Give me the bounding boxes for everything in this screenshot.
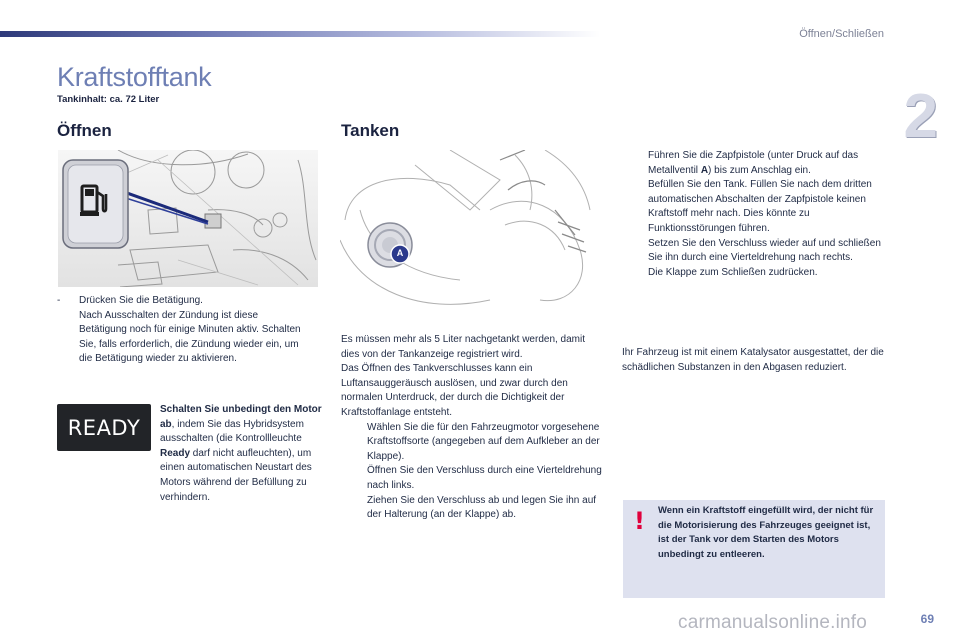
open-rest: Nach Ausschalten der Zündung ist diese Betätigung noch für einige Minuten aktiv. Schalten Sie, falls erforderlich, die Zündung wieder ein, um die Betätigung wieder zu aktivieren. <box>79 309 301 365</box>
valve-label-a: A <box>396 248 404 258</box>
refuel-step-4-valve-a: A <box>700 164 709 176</box>
refuel-step-1: Wählen Sie die für den Fahrzeugmotor vorgesehene Kraftstoffsorte (angegeben auf dem Aufkleber an der Klappe). <box>367 421 600 462</box>
fuel-cap-photo <box>340 150 605 315</box>
watermark: carmanualsonline.info <box>678 612 868 633</box>
heading-refuel: Tanken <box>341 121 400 140</box>
refuel-step-5: Befüllen Sie den Tank. Füllen Sie nach dem dritten automatischen Abschalten der Zapfpistole keinen Kraftstoff mehr nach. Dies könnte zu Funktionsstörungen führen. <box>648 179 872 234</box>
refuel-step-6: Setzen Sie den Verschluss wieder auf und schließen Sie ihn durch eine Vierteldrehung nach rechts. <box>648 237 881 264</box>
list-item <box>341 494 606 523</box>
refuel-intro-2: Das Öffnen des Tankverschlusses kann ein Luftansauggeräusch auslösen, und zwar durch den normalen Unterdruck, der durch die Dichtigkeit der Kraftstoffanlage entsteht. <box>341 363 568 418</box>
warning-text: Wenn ein Kraftstoff eingefüllt wird, der nicht für die Motorisierung des Fahrzeuges geeignet ist, ist der Tank vor dem Starten des Motors unbedingt zu entleeren. <box>658 505 874 560</box>
heading-open: Öffnen <box>57 121 112 140</box>
list-item <box>622 178 884 236</box>
ready-note-bold-2: Ready <box>160 447 191 459</box>
refuel-step-4-part-c: ) bis zum Anschlag ein. <box>708 164 811 176</box>
tank-capacity: Tankinhalt: ca. 72 Liter <box>57 94 160 105</box>
ready-note <box>160 403 322 505</box>
open-instructions <box>57 294 307 367</box>
ready-badge <box>57 404 151 451</box>
header-gradient-bar <box>0 31 600 37</box>
open-first-line: Drücken Sie die Betätigung. <box>79 295 203 306</box>
chapter-number: 2 <box>903 82 938 151</box>
list-item <box>341 464 606 493</box>
arrow-bullet-icon <box>622 266 648 281</box>
ready-note-bold-1: Schalten Sie unbedingt den Motor ab <box>160 404 322 430</box>
refuel-step-7: Die Klappe zum Schließen zudrücken. <box>648 266 818 278</box>
refuel-step-3: Ziehen Sie den Verschluss ab und legen Sie ihn auf der Halterung (an der Klappe) ab. <box>367 494 597 521</box>
section-title: Öffnen/Schließen <box>799 28 884 40</box>
ready-badge-label: READY <box>67 415 141 440</box>
catalyst-note: Ihr Fahrzeug ist mit einem Katalysator ausgestattet, der die schädlichen Substanzen in den Abgasen reduziert. <box>622 347 884 373</box>
fuel-pump-icon <box>78 180 110 220</box>
warning-box <box>623 500 885 598</box>
refuel-intro: Es müssen mehr als 5 Liter nachgetankt werden, damit dies von der Tankanzeige registriert wird. <box>341 334 586 360</box>
arrow-bullet-icon <box>622 237 648 266</box>
refuel-step-2: Öffnen Sie den Verschluss durch eine Vierteldrehung nach links. <box>367 465 602 491</box>
list-item <box>622 266 884 281</box>
refuel-step-4 <box>648 149 884 178</box>
refuel-steps-continued <box>622 149 884 280</box>
list-item <box>622 237 884 266</box>
refuel-instructions <box>341 333 606 523</box>
list-item <box>622 149 884 178</box>
dashboard-photo <box>58 150 318 287</box>
arrow-bullet-icon <box>622 178 648 236</box>
dash-bullet: - <box>57 295 61 306</box>
arrow-bullet-icon <box>341 464 367 493</box>
list-item <box>341 421 606 465</box>
arrow-bullet-icon <box>622 149 648 178</box>
ready-note-text-1: , indem Sie das Hybridsystem ausschalten (die Kontrollleuchte <box>160 418 304 445</box>
page-title: Kraftstofftank <box>57 62 212 92</box>
warning-icon: ! <box>634 507 645 535</box>
arrow-bullet-icon <box>341 421 367 465</box>
page-number: 69 <box>920 612 934 626</box>
ready-note-text-2: darf nicht aufleuchten), um einen automatischen Neustart des Motors während der Befüllung zu verhindern. <box>160 447 312 503</box>
arrow-bullet-icon <box>341 494 367 523</box>
refuel-step-4-part-a: Führen Sie die Zapfpistole (unter Druck auf das Metallventil <box>648 150 859 176</box>
